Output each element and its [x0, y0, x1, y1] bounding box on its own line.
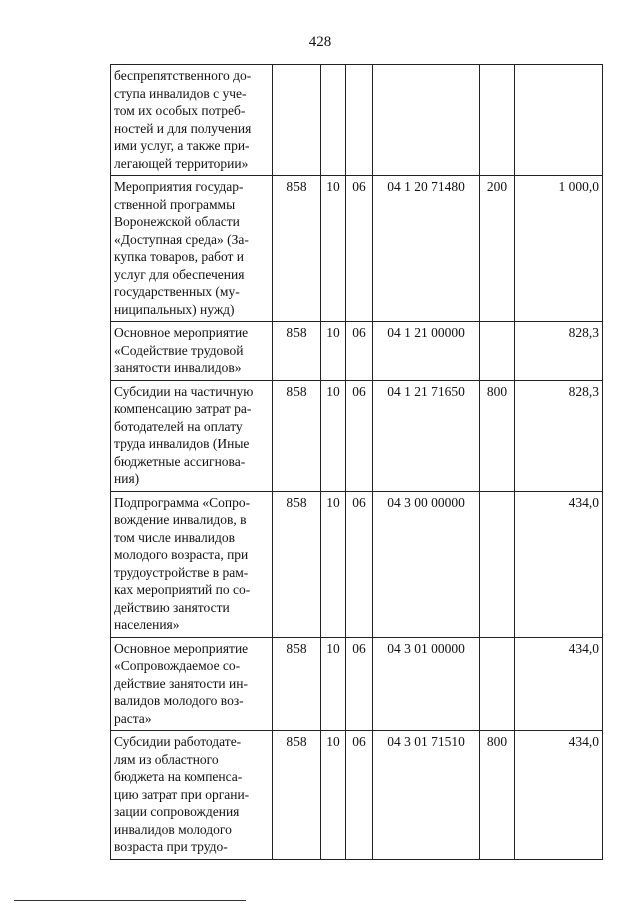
subsection-code-cell: 06 — [346, 491, 373, 637]
amount-cell — [515, 65, 603, 176]
expense-type-cell — [480, 65, 515, 176]
table-row — [111, 491, 603, 637]
amount-cell: 828,3 — [515, 380, 603, 491]
amount-cell: 1 000,0 — [515, 176, 603, 322]
ministry-code-cell: 858 — [273, 380, 321, 491]
target-article-cell — [373, 65, 480, 176]
item-name-cell: Подпрограмма «Сопро- вождение инвалидов, в том числе инвалидов молодого возраста, при трудоустройстве в рам- ках мероприятий по со- действию занятости населения» — [111, 491, 273, 637]
section-code-cell: 10 — [321, 491, 346, 637]
ministry-code-cell: 858 — [273, 322, 321, 381]
target-article-cell: 04 3 00 00000 — [373, 491, 480, 637]
budget-table — [110, 64, 603, 860]
ministry-code-cell: 858 — [273, 637, 321, 731]
target-article-cell: 04 1 20 71480 — [373, 176, 480, 322]
ministry-code-cell: 858 — [273, 491, 321, 637]
expense-type-cell: 800 — [480, 731, 515, 860]
section-code-cell — [321, 65, 346, 176]
expense-type-cell — [480, 637, 515, 731]
subsection-code-cell: 06 — [346, 380, 373, 491]
subsection-code-cell: 06 — [346, 322, 373, 381]
expense-type-cell: 200 — [480, 176, 515, 322]
expense-type-cell — [480, 322, 515, 381]
table-row — [111, 731, 603, 860]
section-code-cell: 10 — [321, 176, 346, 322]
subsection-code-cell — [346, 65, 373, 176]
subsection-code-cell: 06 — [346, 731, 373, 860]
subsection-code-cell: 06 — [346, 637, 373, 731]
target-article-cell: 04 1 21 71650 — [373, 380, 480, 491]
table-row — [111, 65, 603, 176]
item-name-cell: Субсидии работодате- лям из областного бюджета на компенса- цию затрат при органи- зации сопровождения инвалидов молодого возраста при трудо- — [111, 731, 273, 860]
section-code-cell: 10 — [321, 380, 346, 491]
expense-type-cell: 800 — [480, 380, 515, 491]
section-code-cell: 10 — [321, 322, 346, 381]
target-article-cell: 04 3 01 00000 — [373, 637, 480, 731]
amount-cell: 434,0 — [515, 731, 603, 860]
table-row — [111, 637, 603, 731]
target-article-cell: 04 3 01 71510 — [373, 731, 480, 860]
amount-cell: 828,3 — [515, 322, 603, 381]
amount-cell: 434,0 — [515, 491, 603, 637]
item-name-cell: Основное мероприятие «Сопровождаемое со- действие занятости ин- валидов молодого воз- раста» — [111, 637, 273, 731]
ministry-code-cell — [273, 65, 321, 176]
footnote-divider — [14, 900, 246, 901]
item-name-cell: Мероприятия государ- ственной программы Воронежской области «Доступная среда» (За- купка товаров, работ и услуг для обеспечения государственных (му- ниципальных) нужд) — [111, 176, 273, 322]
item-name-cell: Субсидии на частичную компенсацию затрат ра- ботодателей на оплату труда инвалидов (Иные бюджетные ассигнова- ния) — [111, 380, 273, 491]
ministry-code-cell: 858 — [273, 176, 321, 322]
expense-type-cell — [480, 491, 515, 637]
item-name-cell: беспрепятственного до- ступа инвалидов с уче- том их особых потреб- ностей и для получения ими услуг, а также при- легающей территории» — [111, 65, 273, 176]
page-number: 428 — [308, 34, 332, 50]
subsection-code-cell: 06 — [346, 176, 373, 322]
target-article-cell: 04 1 21 00000 — [373, 322, 480, 381]
amount-cell: 434,0 — [515, 637, 603, 731]
section-code-cell: 10 — [321, 637, 346, 731]
table-row — [111, 380, 603, 491]
ministry-code-cell: 858 — [273, 731, 321, 860]
section-code-cell: 10 — [321, 731, 346, 860]
item-name-cell: Основное мероприятие «Содействие трудовой занятости инвалидов» — [111, 322, 273, 381]
table-row — [111, 176, 603, 322]
table-row — [111, 322, 603, 381]
